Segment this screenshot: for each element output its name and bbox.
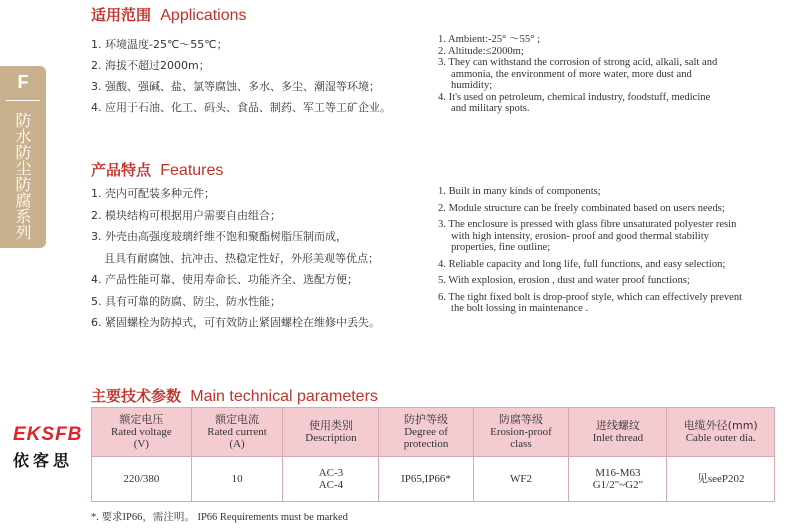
features-title-en: Features: [160, 162, 224, 179]
series-tab: [0, 66, 46, 248]
spec-header-cn: 进线螺纹: [595, 419, 640, 432]
spec-cell: [92, 457, 192, 502]
spec-heading: [91, 385, 378, 406]
spec-header-en: Rated current: [207, 426, 267, 438]
spec-note: *. 要求IP66，需注明。 IP66 Requirements must be marked: [91, 512, 348, 523]
spec-cell-line: WF2: [509, 473, 532, 485]
en-list-line: 4. Reliable capacity and long life, full functions, and easy selection;: [438, 258, 726, 270]
spec-header-en: Inlet thread: [592, 432, 644, 444]
spec-cell-line: M16-M63: [595, 467, 641, 479]
spec-cell-line: G1/2"~G2": [592, 479, 644, 491]
spec-header-cn: 防腐等级: [498, 413, 543, 426]
spec-header-cell: [283, 408, 379, 457]
spec-header-cell: [92, 408, 192, 457]
spec-cell: [283, 457, 379, 502]
spec-header-en: Erosion-proof: [490, 426, 552, 438]
spec-header-en: class: [510, 438, 532, 450]
spec-data-row: [92, 457, 775, 502]
spec-cell: [379, 457, 473, 502]
en-list-line: 1. Built in many kinds of components;: [438, 186, 601, 197]
spec-header-cell: [667, 408, 775, 457]
series-name: 防水防尘防腐系列: [13, 112, 32, 240]
spec-cell-line: AC-4: [318, 479, 344, 491]
brand-mark: EKSFB: [13, 424, 83, 445]
cn-list-item: 3. 强酸、强碱、盐、氯等腐蚀、多水、多尘、潮湿等环境；: [91, 80, 380, 93]
spec-header-cn: 额定电压: [119, 413, 164, 426]
en-list-line: properties, fine outline;: [451, 242, 551, 253]
en-list-line: 4. It's used on petroleum, chemical industry, foodstuff, medicine: [438, 91, 711, 103]
spec-header-row: [92, 408, 775, 457]
spec-header-cn: 额定电流: [215, 413, 260, 426]
spec-cell: [569, 457, 667, 502]
spec-header-en: (A): [229, 438, 245, 450]
applications-en-list: [438, 34, 783, 115]
spec-cell-line: 见seeP202: [696, 473, 745, 485]
cn-list-item: 1. 壳内可配装多种元件；: [91, 187, 215, 200]
features-title-cn: 产品特点: [91, 161, 152, 179]
applications-title-en: Applications: [160, 7, 247, 24]
en-list-line: 3. The enclosure is pressed with glass fibre unsaturated polyester resin: [438, 219, 737, 230]
spec-header-cn: 防护等级: [404, 413, 449, 426]
spec-cell-line: AC-3: [318, 467, 344, 479]
cn-list-item: 且具有耐腐蚀、抗冲击、热稳定性好，外形美观等优点；: [104, 251, 379, 265]
spec-header-cell: [473, 408, 569, 457]
features-heading: [91, 159, 223, 180]
spec-header-cell: [379, 408, 473, 457]
spec-header-en: (V): [133, 438, 149, 450]
en-list-line: ammonia, the environment of more water, more dust and: [451, 68, 692, 80]
spec-title-cn: 主要技术参数: [91, 387, 182, 405]
en-list-line: 2. Module structure can be freely combinated based on users needs;: [438, 202, 725, 214]
en-list-line: 5. With explosion, erosion , dust and water proof functions;: [438, 275, 690, 286]
spec-header-en: protection: [403, 438, 449, 450]
spec-header-en: Degree of: [404, 426, 448, 438]
features-cn-list: [91, 183, 380, 334]
series-letter: F: [17, 72, 29, 92]
en-list-line: humidity;: [451, 80, 493, 91]
en-list-line: and military spots.: [451, 103, 530, 114]
en-list-line: with high intensity, erosion- proof and good thermal stability: [451, 230, 709, 242]
spec-header-cell: [191, 408, 283, 457]
cn-list-item: 4. 应用于石油、化工、码头、食品、制药、军工等工矿企业。: [91, 101, 391, 114]
spec-header-en: Cable outer dia.: [685, 432, 756, 444]
en-list-line: 6. The tight fixed bolt is drop-proof style, which can effectively prevent: [438, 291, 743, 303]
spec-cell: [191, 457, 283, 502]
spec-header-cell: [569, 408, 667, 457]
cn-list-item: 4. 产品性能可靠、使用寿命长、功能齐全、选配方便；: [91, 273, 358, 286]
cn-list-item: 5. 具有可靠的防腐、防尘、防水性能；: [91, 294, 281, 308]
spec-cell-line: 220/380: [123, 473, 160, 485]
en-list-line: the bolt lossing in maintenance .: [451, 303, 589, 314]
spec-cell: [473, 457, 569, 502]
cn-list-item: 2. 海拔不超过2000m；: [91, 59, 210, 72]
spec-cell-line: 10: [231, 473, 243, 485]
cn-list-item: 3. 外壳由高强度玻璃纤维不饱和聚酯树脂压制而成，: [91, 230, 347, 243]
spec-header-cn: 电缆外径(mm): [683, 419, 758, 432]
cn-list-item: 6. 紧固螺栓为防掉式，可有效防止紧固螺栓在维修中丢失。: [91, 316, 380, 329]
en-list-line: 3. They can withstand the corrosion of strong acid, alkali, salt and: [438, 57, 718, 68]
spec-header-en: Rated voltage: [110, 426, 172, 438]
spec-cell-line: IP65,IP66*: [401, 473, 451, 485]
cn-list-item: 1. 环境温度-25℃～55℃；: [91, 38, 228, 51]
applications-title-cn: 适用范围: [91, 6, 152, 24]
spec-table: [91, 407, 775, 502]
en-list-line: 1. Ambient:-25° ～55° ;: [438, 34, 541, 45]
cn-list-item: 2. 模块结构可根据用户需要自由组合；: [91, 208, 281, 222]
spec-header-en: Description: [305, 432, 357, 444]
brand-logo: [13, 424, 83, 471]
features-en-list: [438, 186, 788, 315]
applications-cn-list: [91, 34, 391, 118]
spec-title-en: Main technical parameters: [190, 388, 378, 405]
series-divider: [6, 100, 40, 101]
spec-header-cn: 使用类别: [308, 419, 353, 432]
brand-name: 依客思: [13, 451, 74, 470]
spec-cell: [667, 457, 775, 502]
en-list-line: 2. Altitude:≤2000m;: [438, 45, 524, 57]
applications-heading: [91, 4, 247, 25]
